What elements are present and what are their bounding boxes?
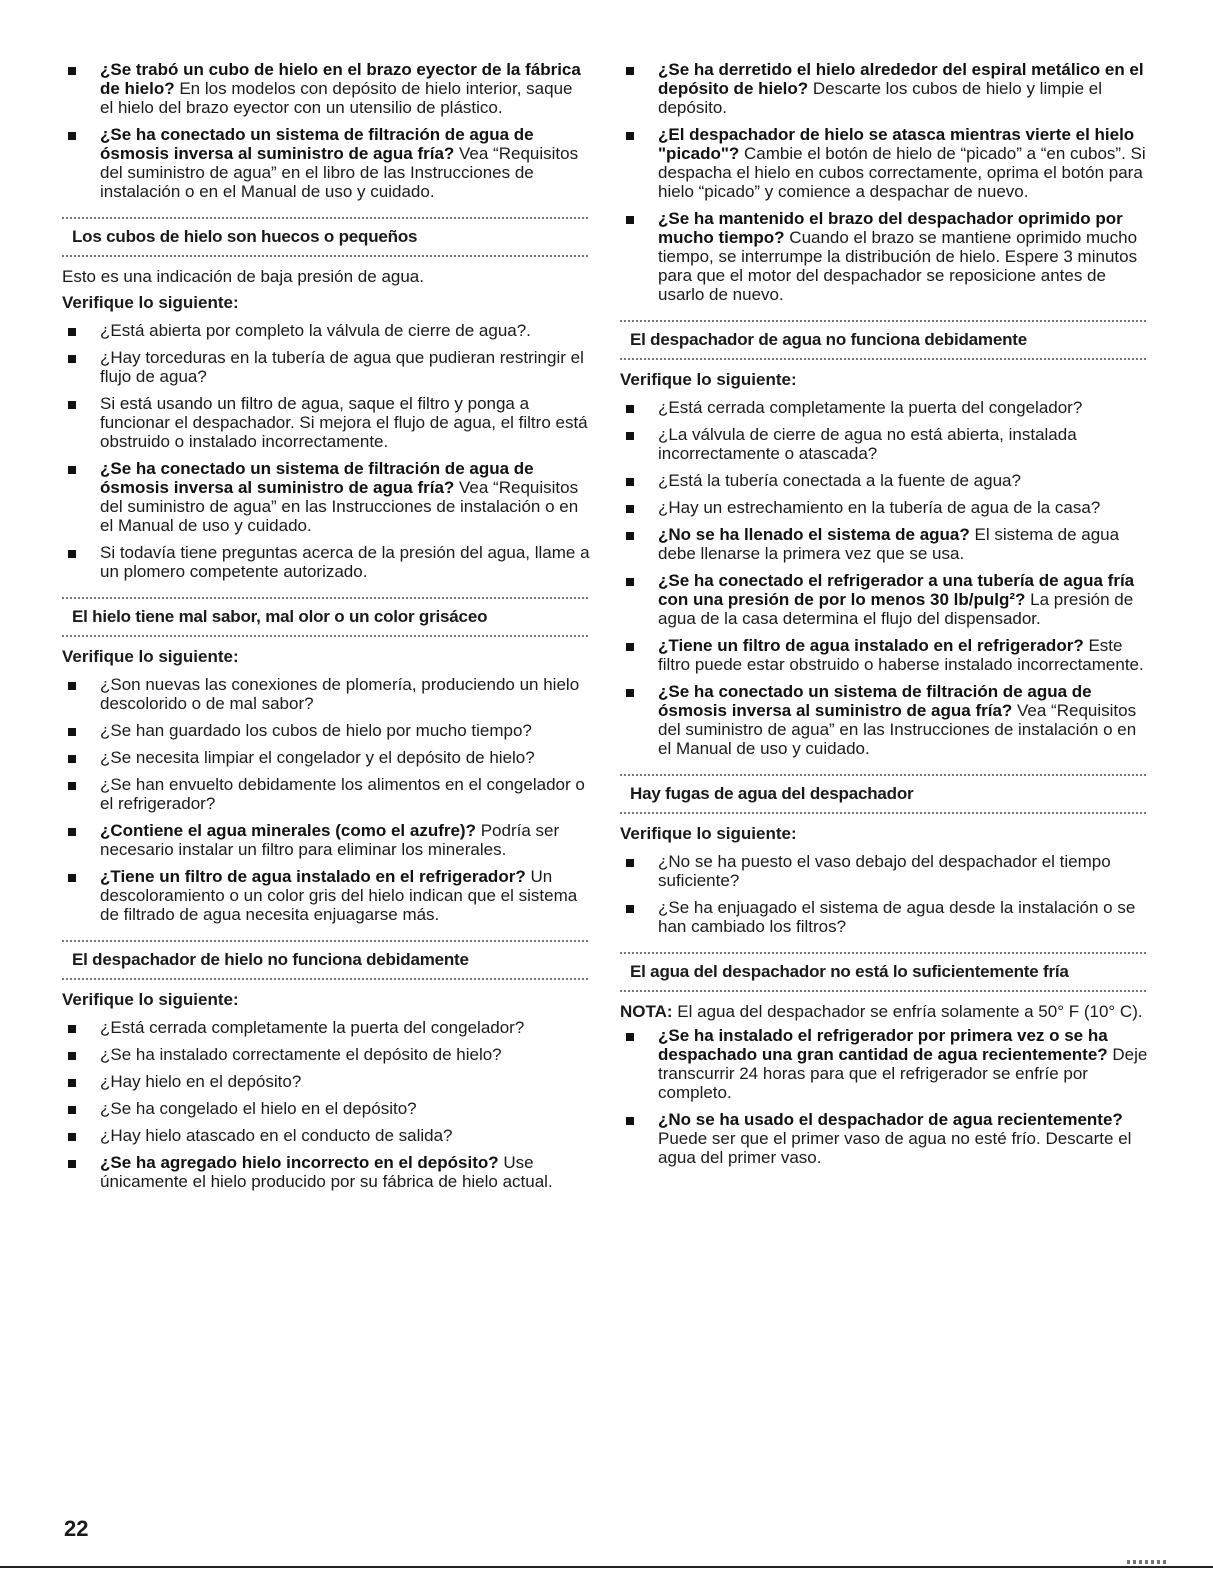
right-top-list bbox=[620, 60, 1148, 304]
item-text: ¿Está la tubería conectada a la fuente de agua? bbox=[658, 471, 1021, 490]
item-text: En los modelos con depósito de hielo interior, saque el hielo del brazo eyector con un utensilio de plástico. bbox=[100, 79, 573, 117]
item-question: ¿Tiene un filtro de agua instalado en el refrigerador? bbox=[658, 636, 1084, 655]
list-item bbox=[620, 682, 1148, 758]
checklist bbox=[62, 321, 590, 581]
bullet-icon bbox=[68, 132, 76, 140]
bullet-icon bbox=[626, 1117, 634, 1125]
item-text: Vea “Requisitos del suministro de agua” en el libro de las Instrucciones de instalación o en el Manual de uso y cuidado. bbox=[100, 144, 579, 201]
item-text: Use únicamente el hielo producido por su fábrica de hielo actual. bbox=[100, 1153, 553, 1191]
item-text: Cambie el botón de hielo de “picado” a “en cubos”. Si despacha el hielo en cubos correctamente, oprima el botón para hielo “picado” y comience a despachar de nuevo. bbox=[658, 144, 1146, 201]
list-item bbox=[62, 1018, 590, 1037]
verify-label: Verifique lo siguiente: bbox=[62, 647, 239, 666]
item-question: ¿Se ha instalado el refrigerador por primera vez o se ha despachado una gran cantidad de agua recientemente? bbox=[658, 1026, 1108, 1064]
checklist bbox=[620, 1026, 1148, 1167]
list-item bbox=[62, 1072, 590, 1091]
bullet-icon bbox=[626, 643, 634, 651]
list-item bbox=[620, 398, 1148, 417]
list-item bbox=[62, 321, 590, 340]
item-text: ¿Se ha congelado el hielo en el depósito? bbox=[100, 1099, 417, 1118]
item-question: ¿El despachador de hielo se atasca mientras vierte el hielo "picado"? bbox=[658, 125, 1135, 163]
bullet-icon bbox=[68, 1079, 76, 1087]
item-text: El sistema de agua debe llenarse la primera vez que se usa. bbox=[658, 525, 1120, 563]
checklist bbox=[620, 852, 1148, 936]
verify-label: Verifique lo siguiente: bbox=[620, 824, 797, 843]
item-text: Puede ser que el primer vaso de agua no esté frío. Descarte el agua del primer vaso. bbox=[658, 1129, 1132, 1167]
item-text: Descarte los cubos de hielo y limpie el depósito. bbox=[658, 79, 1103, 117]
bullet-icon bbox=[68, 466, 76, 474]
note-label: NOTA: bbox=[620, 1002, 673, 1021]
bullet-icon bbox=[68, 401, 76, 409]
list-item bbox=[620, 636, 1148, 674]
bullet-icon bbox=[68, 755, 76, 763]
bullet-icon bbox=[68, 828, 76, 836]
item-question: ¿Tiene un filtro de agua instalado en el refrigerador? bbox=[100, 867, 526, 886]
section-heading: Hay fugas de agua del despachador bbox=[620, 774, 1148, 814]
bullet-icon bbox=[626, 216, 634, 224]
bullet-icon bbox=[68, 67, 76, 75]
bullet-icon bbox=[68, 874, 76, 882]
bullet-icon bbox=[626, 689, 634, 697]
checklist bbox=[620, 398, 1148, 758]
item-text: Este filtro puede estar obstruido o haberse instalado incorrectamente. bbox=[658, 636, 1144, 674]
checklist bbox=[62, 1018, 590, 1191]
footer-mark bbox=[1127, 1560, 1167, 1564]
item-text: ¿Se necesita limpiar el congelador y el depósito de hielo? bbox=[100, 748, 535, 767]
item-text: ¿Son nuevas las conexiones de plomería, produciendo un hielo descolorido o de mal sabor? bbox=[100, 675, 580, 713]
bullet-icon bbox=[68, 1160, 76, 1168]
bullet-icon bbox=[68, 782, 76, 790]
item-question: ¿Contiene el agua minerales (como el azufre)? bbox=[100, 821, 476, 840]
list-item bbox=[62, 1045, 590, 1064]
list-item bbox=[62, 348, 590, 386]
list-item bbox=[620, 898, 1148, 936]
item-text: ¿Se ha instalado correctamente el depósito de hielo? bbox=[100, 1045, 502, 1064]
list-item bbox=[62, 1099, 590, 1118]
bullet-icon bbox=[68, 1106, 76, 1114]
list-item bbox=[62, 1126, 590, 1145]
list-item bbox=[62, 775, 590, 813]
list-item bbox=[62, 867, 590, 924]
item-question: ¿Se ha conectado un sistema de filtración de agua de ósmosis inversa al suministro de agua fría? bbox=[658, 682, 1092, 720]
page-number: 22 bbox=[64, 1516, 89, 1541]
item-text: Vea “Requisitos del suministro de agua” en las Instrucciones de instalación o en el Manual de uso y cuidado. bbox=[658, 701, 1137, 758]
item-question: ¿Se ha conectado un sistema de filtración de agua de ósmosis inversa al suministro de agua fría? bbox=[100, 459, 534, 497]
item-question: ¿Se ha conectado un sistema de filtración de agua de ósmosis inversa al suministro de agua fría? bbox=[100, 125, 534, 163]
verify-label: Verifique lo siguiente: bbox=[620, 370, 797, 389]
item-text: ¿Hay hielo en el depósito? bbox=[100, 1072, 302, 1091]
list-item bbox=[62, 125, 590, 201]
list-item bbox=[62, 748, 590, 767]
list-item bbox=[620, 471, 1148, 490]
item-text: ¿Hay hielo atascado en el conducto de salida? bbox=[100, 1126, 453, 1145]
bullet-icon bbox=[626, 478, 634, 486]
item-question: ¿Se ha derretido el hielo alrededor del espiral metálico en el depósito de hielo? bbox=[658, 60, 1144, 98]
list-item bbox=[620, 125, 1148, 201]
bullet-icon bbox=[68, 355, 76, 363]
item-text: ¿Está cerrada completamente la puerta del congelador? bbox=[658, 398, 1083, 417]
bullet-icon bbox=[68, 1025, 76, 1033]
item-text: ¿Se ha enjuagado el sistema de agua desde la instalación o se han cambiado los filtros? bbox=[658, 898, 1136, 936]
list-item bbox=[620, 425, 1148, 463]
bullet-icon bbox=[626, 1033, 634, 1041]
list-item bbox=[620, 571, 1148, 628]
item-text: ¿Está abierta por completo la válvula de cierre de agua?. bbox=[100, 321, 531, 340]
list-item bbox=[620, 1026, 1148, 1102]
item-question: ¿Se ha mantenido el brazo del despachador oprimido por mucho tiempo? bbox=[658, 209, 1123, 247]
footer-rule bbox=[0, 1566, 1213, 1568]
list-item bbox=[62, 60, 590, 117]
item-text: ¿Hay un estrechamiento en la tubería de agua de la casa? bbox=[658, 498, 1101, 517]
list-item bbox=[62, 543, 590, 581]
bullet-icon bbox=[68, 728, 76, 736]
section-intro: Esto es una indicación de baja presión de agua. bbox=[62, 267, 424, 286]
note-text: El agua del despachador se enfría solamente a 50° F (10° C). bbox=[672, 1002, 1143, 1021]
item-text: ¿La válvula de cierre de agua no está abierta, instalada incorrectamente o atascada? bbox=[658, 425, 1077, 463]
list-item bbox=[62, 821, 590, 859]
bullet-icon bbox=[68, 328, 76, 336]
list-item bbox=[620, 209, 1148, 304]
bullet-icon bbox=[626, 405, 634, 413]
list-item bbox=[62, 721, 590, 740]
item-question: ¿Se trabó un cubo de hielo en el brazo eyector de la fábrica de hielo? bbox=[100, 60, 581, 98]
section-heading: Los cubos de hielo son huecos o pequeños bbox=[62, 217, 590, 257]
left-column bbox=[62, 60, 590, 1199]
right-column bbox=[620, 60, 1148, 1175]
item-text: ¿Hay torceduras en la tubería de agua que pudieran restringir el flujo de agua? bbox=[100, 348, 584, 386]
item-question: ¿Se ha agregado hielo incorrecto en el depósito? bbox=[100, 1153, 499, 1172]
bullet-icon bbox=[626, 67, 634, 75]
item-text: Si está usando un filtro de agua, saque el filtro y ponga a funcionar el despachador. Si mejora el flujo de agua, el filtro está obstruido o instalado incorrectamente. bbox=[100, 394, 588, 451]
item-text: ¿Se han guardado los cubos de hielo por mucho tiempo? bbox=[100, 721, 532, 740]
item-text: ¿No se ha puesto el vaso debajo del despachador el tiempo suficiente? bbox=[658, 852, 1111, 890]
item-text: Podría ser necesario instalar un filtro para eliminar los minerales. bbox=[100, 821, 560, 859]
bullet-icon bbox=[626, 905, 634, 913]
bullet-icon bbox=[626, 859, 634, 867]
verify-label: Verifique lo siguiente: bbox=[62, 293, 239, 312]
note bbox=[620, 1002, 1148, 1022]
item-question: ¿Se ha conectado el refrigerador a una tubería de agua fría con una presión de por lo menos 30 lb/pulg²? bbox=[658, 571, 1135, 609]
list-item bbox=[620, 60, 1148, 117]
list-item bbox=[62, 394, 590, 451]
item-text: Vea “Requisitos del suministro de agua” en las Instrucciones de instalación o en el Manual de uso y cuidado. bbox=[100, 478, 579, 535]
bullet-icon bbox=[68, 550, 76, 558]
list-item bbox=[62, 675, 590, 713]
list-item bbox=[62, 459, 590, 535]
bullet-icon bbox=[626, 132, 634, 140]
item-question: ¿No se ha usado el despachador de agua recientemente? bbox=[658, 1110, 1123, 1129]
bullet-icon bbox=[68, 1133, 76, 1141]
item-question: ¿No se ha llenado el sistema de agua? bbox=[658, 525, 970, 544]
list-item bbox=[620, 525, 1148, 563]
verify-label: Verifique lo siguiente: bbox=[62, 990, 239, 1009]
checklist bbox=[62, 675, 590, 924]
section-heading: El agua del despachador no está lo suficientemente fría bbox=[620, 952, 1148, 992]
left-top-list bbox=[62, 60, 590, 201]
section-heading: El hielo tiene mal sabor, mal olor o un color grisáceo bbox=[62, 597, 590, 637]
bullet-icon bbox=[68, 682, 76, 690]
list-item bbox=[620, 852, 1148, 890]
section-heading: El despachador de agua no funciona debidamente bbox=[620, 320, 1148, 360]
bullet-icon bbox=[68, 1052, 76, 1060]
item-text: Si todavía tiene preguntas acerca de la presión del agua, llame a un plomero competente autorizado. bbox=[100, 543, 590, 581]
list-item bbox=[620, 1110, 1148, 1167]
bullet-icon bbox=[626, 505, 634, 513]
item-text: ¿Está cerrada completamente la puerta del congelador? bbox=[100, 1018, 525, 1037]
bullet-icon bbox=[626, 532, 634, 540]
item-text: La presión de agua de la casa determina el flujo del dispensador. bbox=[658, 590, 1134, 628]
item-text: Cuando el brazo se mantiene oprimido mucho tiempo, se interrumpe la distribución de hielo. Espere 3 minutos para que el motor del despachador se reposicione antes de usarlo de nuevo. bbox=[658, 228, 1138, 304]
bullet-icon bbox=[626, 578, 634, 586]
bullet-icon bbox=[626, 432, 634, 440]
list-item bbox=[62, 1153, 590, 1191]
item-text: Deje transcurrir 24 horas para que el refrigerador se enfríe por completo. bbox=[658, 1045, 1148, 1102]
item-text: Un descoloramiento o un color gris del hielo indican que el sistema de filtrado de agua necesita enjuagarse más. bbox=[100, 867, 578, 924]
item-text: ¿Se han envuelto debidamente los alimentos en el congelador o el refrigerador? bbox=[100, 775, 585, 813]
list-item bbox=[620, 498, 1148, 517]
section-heading: El despachador de hielo no funciona debidamente bbox=[62, 940, 590, 980]
